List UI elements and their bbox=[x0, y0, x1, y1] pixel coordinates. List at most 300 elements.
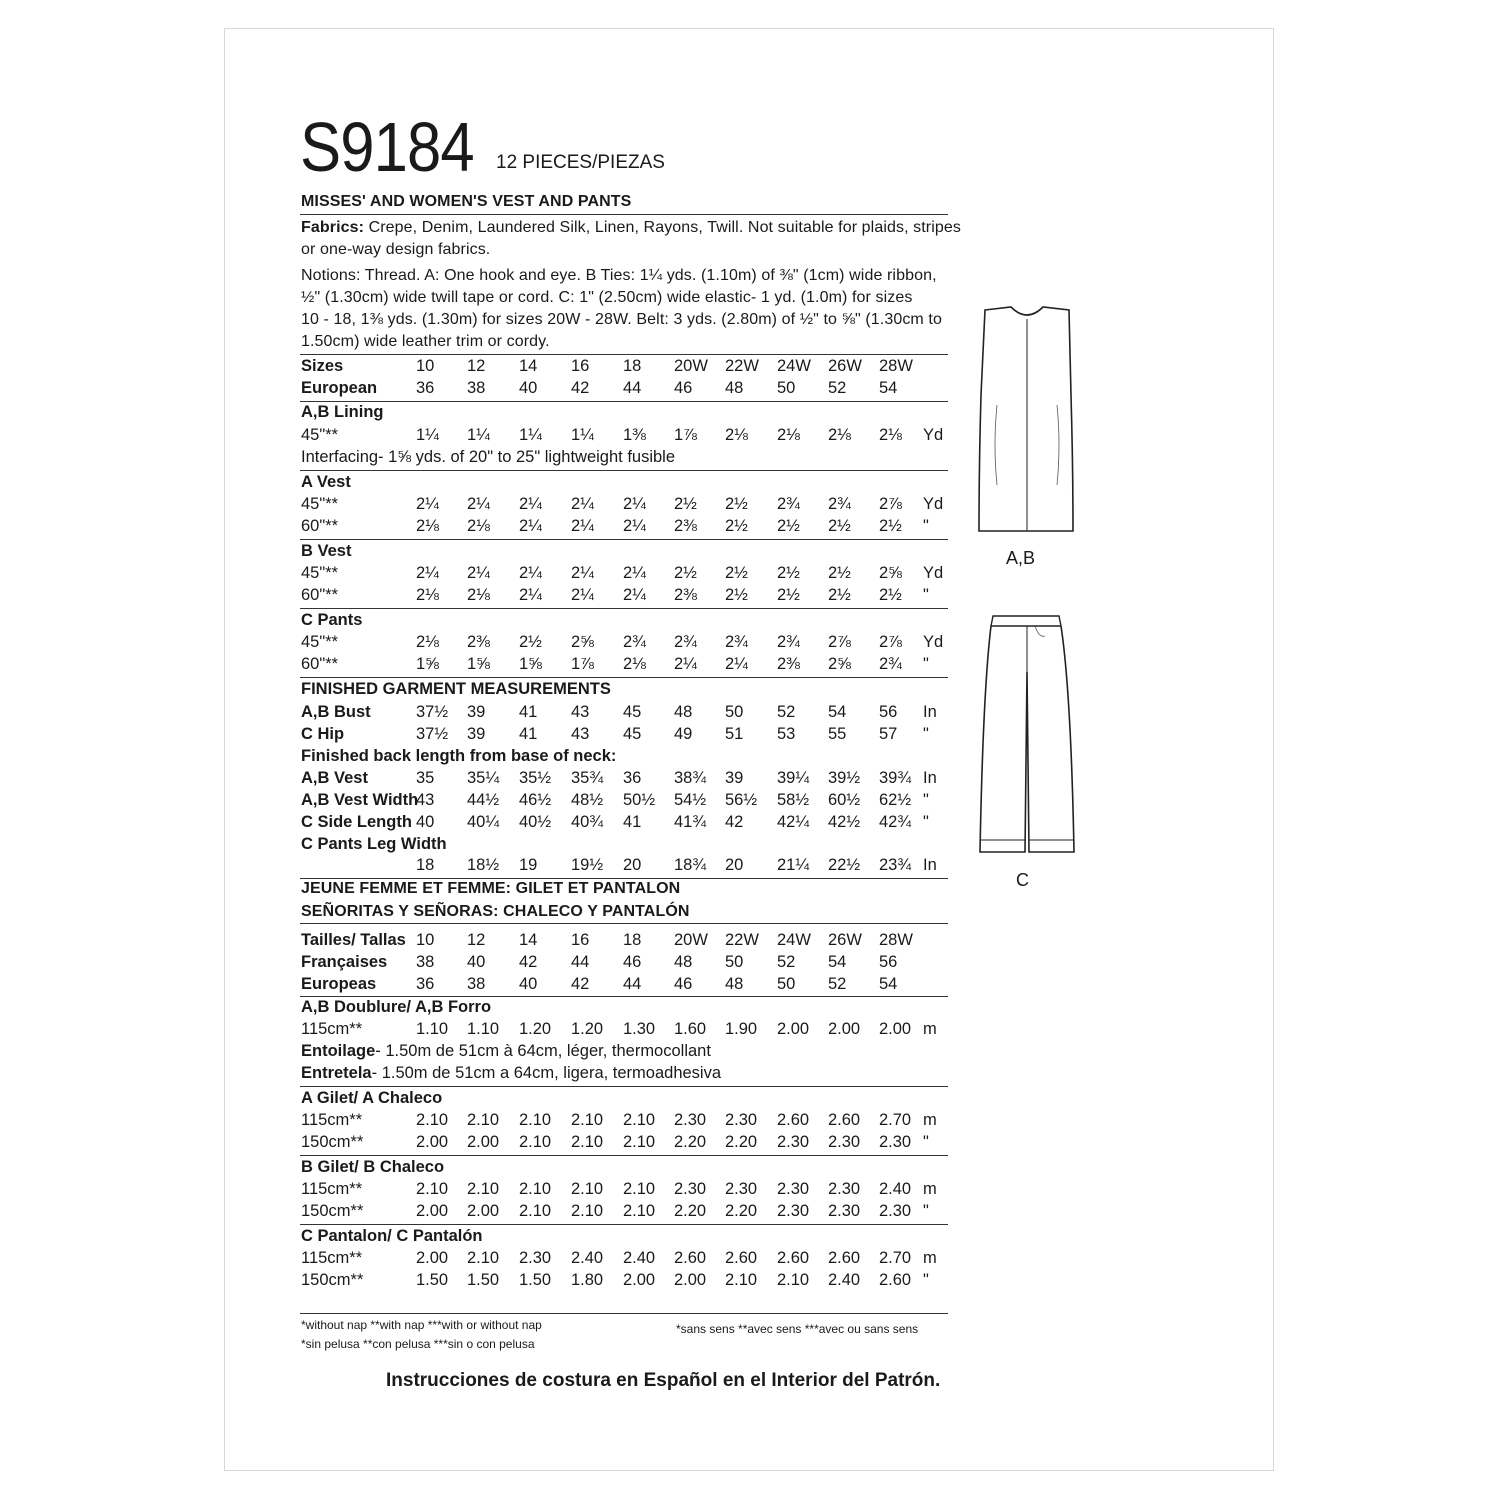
pants-illustration bbox=[975, 612, 1079, 858]
table-cell: 18 bbox=[623, 931, 642, 949]
row-label: A,B Bust bbox=[301, 703, 371, 721]
row-label: A,B Vest bbox=[301, 769, 368, 787]
unit-label: " bbox=[923, 1271, 929, 1289]
row-label: 150cm** bbox=[301, 1202, 364, 1220]
table-cell: 44 bbox=[623, 379, 642, 397]
divider bbox=[300, 1086, 948, 1087]
table-cell: 2½ bbox=[777, 586, 800, 604]
table-cell: 2⅛ bbox=[416, 517, 439, 535]
table-cell: 56 bbox=[879, 953, 898, 971]
row-label: C Pantalon/ C Pantalón bbox=[301, 1227, 483, 1245]
table-cell: 2.60 bbox=[828, 1249, 861, 1267]
table-cell: 2⅝ bbox=[571, 633, 594, 651]
table-cell: 2¼ bbox=[571, 586, 594, 604]
table-cell: 45 bbox=[623, 703, 642, 721]
table-cell: 36 bbox=[416, 379, 435, 397]
table-cell: 2⅛ bbox=[828, 426, 851, 444]
table-cell: 54 bbox=[879, 379, 898, 397]
table-cell: 41 bbox=[519, 703, 538, 721]
table-cell: 2.10 bbox=[519, 1180, 552, 1198]
table-cell: 2⅜ bbox=[674, 517, 697, 535]
table-cell: 1.80 bbox=[571, 1271, 604, 1289]
notions-line-4: 1.50cm) wide leather trim or cordy. bbox=[301, 333, 550, 350]
table-cell: 2.10 bbox=[519, 1111, 552, 1129]
notions-line-3: 10 - 18, 1⅜ yds. (1.30m) for sizes 20W - 28W. Belt: 3 yds. (2.80m) of ½" to ⅝" (1.30cm to bbox=[301, 311, 942, 328]
unit-label: " bbox=[923, 586, 929, 604]
table-cell: 2¼ bbox=[725, 655, 748, 673]
table-cell: 2.40 bbox=[828, 1271, 861, 1289]
table-cell: 2⅛ bbox=[416, 586, 439, 604]
table-cell: 2¼ bbox=[623, 495, 646, 513]
table-cell: 2.00 bbox=[416, 1133, 449, 1151]
table-cell: 1¼ bbox=[571, 426, 594, 444]
table-cell: 2.10 bbox=[623, 1111, 656, 1129]
table-cell: 2⅞ bbox=[879, 495, 902, 513]
unit-label: " bbox=[923, 1202, 929, 1220]
table-cell: 55 bbox=[828, 725, 847, 743]
row-label: 150cm** bbox=[301, 1271, 364, 1289]
fabrics-line-2: or one-way design fabrics. bbox=[301, 241, 491, 258]
table-cell: 28W bbox=[879, 357, 913, 375]
divider bbox=[300, 996, 948, 997]
table-cell: 2¾ bbox=[623, 633, 646, 651]
table-cell: 2¼ bbox=[571, 564, 594, 582]
table-cell: 2.00 bbox=[828, 1020, 861, 1038]
table-cell: 2.30 bbox=[777, 1202, 810, 1220]
table-cell: 20 bbox=[725, 856, 744, 874]
table-cell: 2¾ bbox=[777, 633, 800, 651]
table-cell: 2⅝ bbox=[828, 655, 851, 673]
divider bbox=[300, 608, 948, 609]
divider bbox=[300, 539, 948, 540]
table-cell: 2¼ bbox=[571, 517, 594, 535]
spanish-title: SEÑORITAS Y SEÑORAS: CHALECO Y PANTALÓN bbox=[301, 903, 690, 920]
table-cell: 22W bbox=[725, 931, 759, 949]
table-cell: 2.00 bbox=[777, 1020, 810, 1038]
table-cell: 39¼ bbox=[777, 769, 810, 787]
table-cell: 1⅝ bbox=[416, 655, 439, 673]
table-cell: 43 bbox=[416, 791, 435, 809]
table-cell: 48 bbox=[674, 953, 693, 971]
table-cell: 41 bbox=[623, 813, 642, 831]
table-cell: 2½ bbox=[725, 517, 748, 535]
table-cell: 1⅞ bbox=[674, 426, 697, 444]
table-cell: 20W bbox=[674, 357, 708, 375]
unit-label: Yd bbox=[923, 564, 944, 582]
table-cell: 36 bbox=[416, 975, 435, 993]
table-cell: 2.30 bbox=[879, 1133, 912, 1151]
footnote-french: *sans sens **avec sens ***avec ou sans sens bbox=[676, 1322, 919, 1336]
table-cell: 2.60 bbox=[828, 1111, 861, 1129]
table-cell: 2¼ bbox=[467, 564, 490, 582]
unit-label: m bbox=[923, 1111, 937, 1129]
table-cell: 2⅛ bbox=[725, 426, 748, 444]
table-cell: 1.90 bbox=[725, 1020, 758, 1038]
table-cell: 1¼ bbox=[519, 426, 542, 444]
row-label: 115cm** bbox=[301, 1249, 363, 1267]
table-cell: 22½ bbox=[828, 856, 861, 874]
pattern-number: S9184 bbox=[300, 108, 474, 186]
table-cell: 2¼ bbox=[571, 495, 594, 513]
table-cell: 2½ bbox=[725, 564, 748, 582]
table-cell: 2¼ bbox=[623, 517, 646, 535]
unit-label: In bbox=[923, 769, 937, 787]
table-cell: 2½ bbox=[674, 495, 697, 513]
table-cell: 40¼ bbox=[467, 813, 500, 831]
table-cell: 1.60 bbox=[674, 1020, 707, 1038]
table-cell: 2¾ bbox=[879, 655, 902, 673]
table-cell: 37½ bbox=[416, 725, 449, 743]
table-cell: 35½ bbox=[519, 769, 552, 787]
row-label: C Pants bbox=[301, 611, 363, 629]
table-cell: 42 bbox=[725, 813, 744, 831]
table-cell: 46½ bbox=[519, 791, 552, 809]
table-cell: 2½ bbox=[725, 586, 748, 604]
table-cell: 1.20 bbox=[571, 1020, 604, 1038]
table-cell: 58½ bbox=[777, 791, 810, 809]
vest-illustration bbox=[975, 305, 1079, 535]
table-cell: 35 bbox=[416, 769, 435, 787]
table-cell: 62½ bbox=[879, 791, 912, 809]
table-cell: 40 bbox=[467, 953, 486, 971]
table-cell: 41¾ bbox=[674, 813, 707, 831]
divider bbox=[300, 470, 948, 471]
row-label: 60"** bbox=[301, 655, 339, 673]
row-label: C Hip bbox=[301, 725, 345, 743]
row-label: Finished back length from base of neck: bbox=[301, 747, 617, 765]
table-cell: 45 bbox=[623, 725, 642, 743]
fabrics-line-1: Fabrics: Crepe, Denim, Laundered Silk, Linen, Rayons, Twill. Not suitable for plaids, stripes bbox=[301, 219, 961, 236]
table-cell: 2¼ bbox=[623, 586, 646, 604]
table-cell: 2⅞ bbox=[828, 633, 851, 651]
table-cell: 43 bbox=[571, 725, 590, 743]
row-label: Interfacing- 1⅝ yds. of 20" to 25" lightweight fusible bbox=[301, 448, 676, 466]
table-cell: 2.10 bbox=[725, 1271, 758, 1289]
row-label: Entoilage- 1.50m de 51cm à 64cm, léger, thermocollant bbox=[301, 1042, 711, 1060]
footnote-english: *without nap **with nap ***with or without nap bbox=[301, 1318, 542, 1332]
divider bbox=[300, 354, 948, 355]
table-cell: 50 bbox=[777, 975, 796, 993]
table-cell: 50 bbox=[725, 953, 744, 971]
row-label: 60"** bbox=[301, 586, 339, 604]
table-cell: 2.10 bbox=[623, 1202, 656, 1220]
table-cell: 37½ bbox=[416, 703, 449, 721]
table-cell: 18 bbox=[416, 856, 435, 874]
row-label: C Side Length bbox=[301, 813, 412, 831]
table-cell: 44 bbox=[623, 975, 642, 993]
table-cell: 2⅝ bbox=[879, 564, 902, 582]
table-cell: 2⅛ bbox=[416, 633, 439, 651]
spanish-instructions-note: Instrucciones de costura en Español en el Interior del Patrón. bbox=[386, 1370, 941, 1391]
table-cell: 46 bbox=[674, 975, 693, 993]
table-cell: 2.30 bbox=[879, 1202, 912, 1220]
table-cell: 57 bbox=[879, 725, 898, 743]
table-cell: 2¾ bbox=[777, 495, 800, 513]
table-cell: 2¼ bbox=[467, 495, 490, 513]
table-cell: 39 bbox=[467, 725, 486, 743]
table-cell: 24W bbox=[777, 931, 811, 949]
table-cell: 1.50 bbox=[519, 1271, 552, 1289]
table-cell: 2.20 bbox=[674, 1133, 707, 1151]
table-cell: 52 bbox=[777, 703, 796, 721]
table-cell: 2.00 bbox=[467, 1202, 500, 1220]
table-cell: 39 bbox=[467, 703, 486, 721]
table-cell: 2.30 bbox=[674, 1111, 707, 1129]
table-cell: 39½ bbox=[828, 769, 861, 787]
table-cell: 54½ bbox=[674, 791, 707, 809]
row-label: A,B Vest Width bbox=[301, 791, 419, 809]
table-cell: 20W bbox=[674, 931, 708, 949]
unit-label: In bbox=[923, 703, 937, 721]
unit-label: m bbox=[923, 1249, 937, 1267]
table-cell: 2½ bbox=[519, 633, 542, 651]
table-cell: 2.70 bbox=[879, 1111, 912, 1129]
divider bbox=[300, 401, 948, 402]
table-cell: 52 bbox=[828, 379, 847, 397]
row-label: 60"** bbox=[301, 517, 339, 535]
table-cell: 2.00 bbox=[623, 1271, 656, 1289]
table-cell: 2⅛ bbox=[777, 426, 800, 444]
table-cell: 2¼ bbox=[674, 655, 697, 673]
divider bbox=[300, 1155, 948, 1156]
table-cell: 2⅛ bbox=[879, 426, 902, 444]
table-cell: 19½ bbox=[571, 856, 604, 874]
table-cell: 43 bbox=[571, 703, 590, 721]
unit-label: " bbox=[923, 813, 929, 831]
table-cell: 35¾ bbox=[571, 769, 604, 787]
table-cell: 2.30 bbox=[828, 1180, 861, 1198]
unit-label: " bbox=[923, 655, 929, 673]
table-cell: 2.40 bbox=[623, 1249, 656, 1267]
table-cell: 2.30 bbox=[777, 1133, 810, 1151]
table-cell: 2.10 bbox=[571, 1133, 604, 1151]
table-cell: 2½ bbox=[725, 495, 748, 513]
table-cell: 28W bbox=[879, 931, 913, 949]
table-cell: 36 bbox=[623, 769, 642, 787]
table-cell: 2.10 bbox=[467, 1180, 500, 1198]
table-cell: 2⅛ bbox=[623, 655, 646, 673]
table-cell: 60½ bbox=[828, 791, 861, 809]
table-cell: 20 bbox=[623, 856, 642, 874]
table-cell: 2⅜ bbox=[777, 655, 800, 673]
table-cell: 26W bbox=[828, 931, 862, 949]
table-cell: 2½ bbox=[828, 517, 851, 535]
table-cell: 54 bbox=[879, 975, 898, 993]
unit-label: " bbox=[923, 1133, 929, 1151]
row-label: 115cm** bbox=[301, 1020, 363, 1038]
table-cell: 56 bbox=[879, 703, 898, 721]
table-cell: 1⅞ bbox=[571, 655, 594, 673]
table-cell: 48 bbox=[674, 703, 693, 721]
table-cell: 48½ bbox=[571, 791, 604, 809]
table-cell: 2.30 bbox=[725, 1180, 758, 1198]
table-cell: 1.30 bbox=[623, 1020, 656, 1038]
table-cell: 2.60 bbox=[777, 1249, 810, 1267]
table-cell: 2.20 bbox=[674, 1202, 707, 1220]
table-cell: 10 bbox=[416, 931, 435, 949]
table-cell: 2¼ bbox=[519, 564, 542, 582]
table-cell: 52 bbox=[828, 975, 847, 993]
unit-label: Yd bbox=[923, 633, 944, 651]
table-cell: 2.10 bbox=[416, 1180, 449, 1198]
table-cell: 1¼ bbox=[416, 426, 439, 444]
table-cell: 2.10 bbox=[571, 1180, 604, 1198]
table-cell: 2⅞ bbox=[879, 633, 902, 651]
table-cell: 2.10 bbox=[416, 1111, 449, 1129]
table-cell: 23¾ bbox=[879, 856, 912, 874]
table-cell: 2⅜ bbox=[467, 633, 490, 651]
table-cell: 2.60 bbox=[674, 1249, 707, 1267]
row-label: Françaises bbox=[301, 953, 388, 971]
row-label: C Pants Leg Width bbox=[301, 835, 447, 853]
row-label: 45"** bbox=[301, 495, 339, 513]
table-cell: 52 bbox=[777, 953, 796, 971]
table-cell: 41 bbox=[519, 725, 538, 743]
table-cell: 2.00 bbox=[467, 1133, 500, 1151]
table-cell: 2¼ bbox=[416, 564, 439, 582]
table-cell: 2.10 bbox=[519, 1202, 552, 1220]
row-label: B Gilet/ B Chaleco bbox=[301, 1158, 445, 1176]
table-cell: 2.10 bbox=[571, 1202, 604, 1220]
table-cell: 2¼ bbox=[623, 564, 646, 582]
table-cell: 56½ bbox=[725, 791, 758, 809]
table-cell: 42½ bbox=[828, 813, 861, 831]
table-cell: 2.30 bbox=[519, 1249, 552, 1267]
table-cell: 2.60 bbox=[725, 1249, 758, 1267]
table-cell: 2.20 bbox=[725, 1202, 758, 1220]
table-cell: 2½ bbox=[879, 517, 902, 535]
table-cell: 2.00 bbox=[416, 1249, 449, 1267]
table-cell: 14 bbox=[519, 357, 538, 375]
table-cell: 2.00 bbox=[879, 1020, 912, 1038]
table-cell: 2⅛ bbox=[467, 586, 490, 604]
table-cell: 42 bbox=[571, 975, 590, 993]
row-label: FINISHED GARMENT MEASUREMENTS bbox=[301, 680, 611, 698]
row-label: 150cm** bbox=[301, 1133, 364, 1151]
row-label: Entretela- 1.50m de 51cm a 64cm, ligera, termoadhesiva bbox=[301, 1064, 722, 1082]
unit-label: Yd bbox=[923, 495, 944, 513]
table-cell: 42¾ bbox=[879, 813, 912, 831]
table-cell: 2.40 bbox=[571, 1249, 604, 1267]
row-label: 115cm** bbox=[301, 1111, 363, 1129]
row-label: A Gilet/ A Chaleco bbox=[301, 1089, 443, 1107]
table-cell: 2⅛ bbox=[467, 517, 490, 535]
table-cell: 53 bbox=[777, 725, 796, 743]
divider bbox=[300, 677, 948, 678]
table-cell: 2.30 bbox=[828, 1202, 861, 1220]
table-cell: 40¾ bbox=[571, 813, 604, 831]
row-label: 45"** bbox=[301, 564, 339, 582]
table-cell: 22W bbox=[725, 357, 759, 375]
divider bbox=[300, 923, 948, 924]
unit-label: " bbox=[923, 791, 929, 809]
table-cell: 2.10 bbox=[623, 1133, 656, 1151]
table-cell: 19 bbox=[519, 856, 538, 874]
row-label: 45"** bbox=[301, 426, 339, 444]
table-cell: 40½ bbox=[519, 813, 552, 831]
footnote-spanish: *sin pelusa **con pelusa ***sin o con pelusa bbox=[301, 1337, 535, 1351]
pattern-title: MISSES' AND WOMEN'S VEST AND PANTS bbox=[301, 193, 632, 210]
table-cell: 2.10 bbox=[467, 1111, 500, 1129]
row-label: European bbox=[301, 379, 378, 397]
row-label: A,B Lining bbox=[301, 403, 384, 421]
pieces-count: 12 PIECES/PIEZAS bbox=[496, 152, 665, 173]
table-cell: 2¼ bbox=[519, 517, 542, 535]
table-cell: 1.10 bbox=[467, 1020, 500, 1038]
table-cell: 42 bbox=[571, 379, 590, 397]
table-cell: 1.50 bbox=[467, 1271, 500, 1289]
table-cell: 2.10 bbox=[623, 1180, 656, 1198]
row-label: Tailles/ Tallas bbox=[301, 931, 406, 949]
table-cell: 44½ bbox=[467, 791, 500, 809]
table-cell: 42 bbox=[519, 953, 538, 971]
table-cell: 38 bbox=[416, 953, 435, 971]
table-cell: 2¼ bbox=[519, 495, 542, 513]
table-cell: 2¼ bbox=[416, 495, 439, 513]
unit-label: Yd bbox=[923, 426, 944, 444]
table-cell: 2½ bbox=[879, 586, 902, 604]
table-cell: 54 bbox=[828, 703, 847, 721]
table-cell: 2.10 bbox=[777, 1271, 810, 1289]
table-cell: 12 bbox=[467, 357, 486, 375]
table-cell: 2.70 bbox=[879, 1249, 912, 1267]
table-cell: 1⅜ bbox=[623, 426, 646, 444]
table-cell: 2.10 bbox=[571, 1111, 604, 1129]
table-cell: 24W bbox=[777, 357, 811, 375]
notions-line-2: ½" (1.30cm) wide twill tape or cord. C: 1" (2.50cm) wide elastic- 1 yd. (1.0m) for sizes bbox=[301, 289, 913, 306]
table-cell: 1⅝ bbox=[519, 655, 542, 673]
table-cell: 2¼ bbox=[519, 586, 542, 604]
table-cell: 1⅝ bbox=[467, 655, 490, 673]
table-cell: 2¾ bbox=[725, 633, 748, 651]
table-cell: 2¾ bbox=[828, 495, 851, 513]
table-cell: 48 bbox=[725, 975, 744, 993]
row-label: B Vest bbox=[301, 542, 352, 560]
unit-label: " bbox=[923, 725, 929, 743]
notions-line-1: Notions: Thread. A: One hook and eye. B Ties: 1¼ yds. (1.10m) of ⅜" (1cm) wide ribbon, bbox=[301, 267, 937, 284]
table-cell: 40 bbox=[416, 813, 435, 831]
table-cell: 1.10 bbox=[416, 1020, 449, 1038]
table-cell: 18 bbox=[623, 357, 642, 375]
unit-label: m bbox=[923, 1180, 937, 1198]
row-label: A Vest bbox=[301, 473, 351, 491]
table-cell: 2¾ bbox=[674, 633, 697, 651]
row-label: Sizes bbox=[301, 357, 344, 375]
french-title: JEUNE FEMME ET FEMME: GILET ET PANTALON bbox=[301, 880, 681, 897]
table-cell: 2½ bbox=[828, 586, 851, 604]
table-cell: 40 bbox=[519, 379, 538, 397]
table-cell: 2.20 bbox=[725, 1133, 758, 1151]
divider bbox=[300, 214, 948, 215]
table-cell: 14 bbox=[519, 931, 538, 949]
table-cell: 2.60 bbox=[777, 1111, 810, 1129]
table-cell: 18½ bbox=[467, 856, 500, 874]
table-cell: 50½ bbox=[623, 791, 656, 809]
table-cell: 2½ bbox=[828, 564, 851, 582]
row-label: 115cm** bbox=[301, 1180, 363, 1198]
table-cell: 44 bbox=[571, 953, 590, 971]
table-cell: 50 bbox=[777, 379, 796, 397]
table-cell: 2.30 bbox=[777, 1180, 810, 1198]
table-cell: 18¾ bbox=[674, 856, 707, 874]
table-cell: 2½ bbox=[674, 564, 697, 582]
table-cell: 2⅜ bbox=[674, 586, 697, 604]
table-cell: 1.50 bbox=[416, 1271, 449, 1289]
row-label: A,B Doublure/ A,B Forro bbox=[301, 998, 492, 1016]
vest-figure-label: A,B bbox=[1006, 548, 1036, 568]
table-cell: 16 bbox=[571, 931, 590, 949]
table-cell: 2½ bbox=[777, 564, 800, 582]
